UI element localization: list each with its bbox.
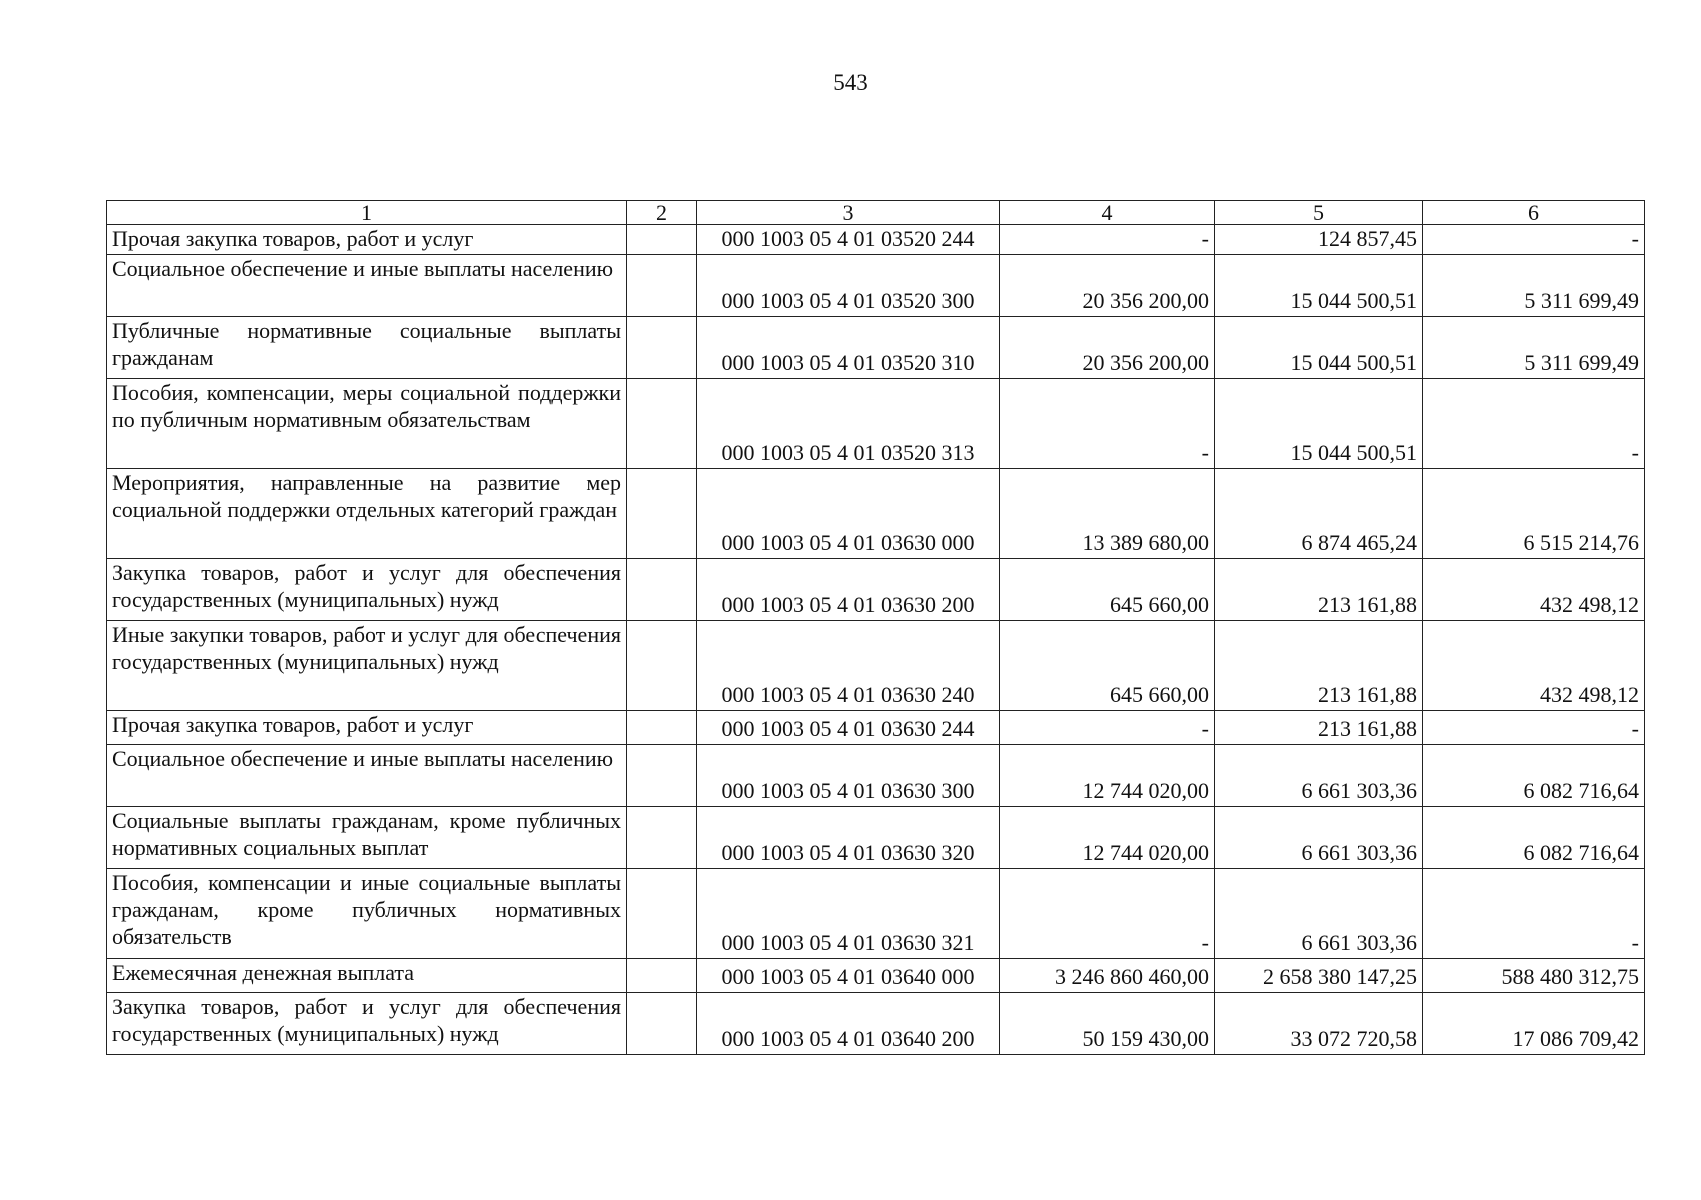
row-name: Социальные выплаты гражданам, кроме публичных нормативных социальных выплат bbox=[107, 807, 627, 869]
row-col2 bbox=[627, 711, 697, 745]
row-col2 bbox=[627, 255, 697, 317]
row-value-4: 12 744 020,00 bbox=[1000, 807, 1215, 869]
column-header: 2 bbox=[627, 201, 697, 225]
row-value-6: 6 515 214,76 bbox=[1423, 469, 1645, 559]
column-header: 1 bbox=[107, 201, 627, 225]
row-name: Социальное обеспечение и иные выплаты населению bbox=[107, 745, 627, 807]
column-header: 3 bbox=[697, 201, 1000, 225]
row-name: Публичные нормативные социальные выплаты гражданам bbox=[107, 317, 627, 379]
row-value-4: - bbox=[1000, 869, 1215, 959]
row-col2 bbox=[627, 807, 697, 869]
row-code: 000 1003 05 4 01 03630 000 bbox=[697, 469, 1000, 559]
row-code: 000 1003 05 4 01 03520 313 bbox=[697, 379, 1000, 469]
table-row bbox=[107, 959, 1645, 993]
table-row bbox=[107, 807, 1645, 869]
row-code: 000 1003 05 4 01 03640 000 bbox=[697, 959, 1000, 993]
table-row bbox=[107, 379, 1645, 469]
row-code: 000 1003 05 4 01 03630 321 bbox=[697, 869, 1000, 959]
row-name: Мероприятия, направленные на развитие мер социальной поддержки отдельных категорий граждан bbox=[107, 469, 627, 559]
row-value-4: - bbox=[1000, 379, 1215, 469]
row-value-6: 6 082 716,64 bbox=[1423, 745, 1645, 807]
row-value-4: 20 356 200,00 bbox=[1000, 255, 1215, 317]
row-value-5: 33 072 720,58 bbox=[1215, 993, 1423, 1055]
header-row bbox=[107, 201, 1645, 225]
row-name: Иные закупки товаров, работ и услуг для обеспечения государственных (муниципальных) нужд bbox=[107, 621, 627, 711]
row-value-6: 17 086 709,42 bbox=[1423, 993, 1645, 1055]
row-name: Закупка товаров, работ и услуг для обеспечения государственных (муниципальных) нужд bbox=[107, 993, 627, 1055]
row-value-6: 5 311 699,49 bbox=[1423, 255, 1645, 317]
page-number: 543 bbox=[833, 70, 868, 95]
row-col2 bbox=[627, 317, 697, 379]
table-row bbox=[107, 745, 1645, 807]
table-row bbox=[107, 255, 1645, 317]
table-row bbox=[107, 469, 1645, 559]
column-header: 6 bbox=[1423, 201, 1645, 225]
row-code: 000 1003 05 4 01 03520 244 bbox=[697, 225, 1000, 255]
row-value-5: 15 044 500,51 bbox=[1215, 379, 1423, 469]
row-value-4: 645 660,00 bbox=[1000, 559, 1215, 621]
row-value-5: 124 857,45 bbox=[1215, 225, 1423, 255]
row-col2 bbox=[627, 559, 697, 621]
table-row bbox=[107, 711, 1645, 745]
table-row bbox=[107, 869, 1645, 959]
row-col2 bbox=[627, 959, 697, 993]
row-value-5: 6 874 465,24 bbox=[1215, 469, 1423, 559]
row-name: Закупка товаров, работ и услуг для обеспечения государственных (муниципальных) нужд bbox=[107, 559, 627, 621]
row-name: Ежемесячная денежная выплата bbox=[107, 959, 627, 993]
row-value-5: 15 044 500,51 bbox=[1215, 317, 1423, 379]
row-code: 000 1003 05 4 01 03630 200 bbox=[697, 559, 1000, 621]
row-value-5: 6 661 303,36 bbox=[1215, 807, 1423, 869]
row-name: Пособия, компенсации, меры социальной поддержки по публичным нормативным обязательствам bbox=[107, 379, 627, 469]
row-value-4: 20 356 200,00 bbox=[1000, 317, 1215, 379]
row-code: 000 1003 05 4 01 03630 300 bbox=[697, 745, 1000, 807]
row-value-6: 6 082 716,64 bbox=[1423, 807, 1645, 869]
row-value-5: 15 044 500,51 bbox=[1215, 255, 1423, 317]
row-value-4: 50 159 430,00 bbox=[1000, 993, 1215, 1055]
row-value-6: 432 498,12 bbox=[1423, 559, 1645, 621]
row-value-4: 13 389 680,00 bbox=[1000, 469, 1215, 559]
row-value-5: 213 161,88 bbox=[1215, 711, 1423, 745]
row-value-5: 2 658 380 147,25 bbox=[1215, 959, 1423, 993]
row-value-6: 5 311 699,49 bbox=[1423, 317, 1645, 379]
row-code: 000 1003 05 4 01 03520 300 bbox=[697, 255, 1000, 317]
row-value-4: 645 660,00 bbox=[1000, 621, 1215, 711]
row-name: Прочая закупка товаров, работ и услуг bbox=[107, 711, 627, 745]
row-col2 bbox=[627, 469, 697, 559]
row-name: Пособия, компенсации и иные социальные выплаты гражданам, кроме публичных нормативных обязательств bbox=[107, 869, 627, 959]
row-value-5: 6 661 303,36 bbox=[1215, 745, 1423, 807]
row-value-4: - bbox=[1000, 225, 1215, 255]
row-col2 bbox=[627, 745, 697, 807]
row-col2 bbox=[627, 993, 697, 1055]
row-code: 000 1003 05 4 01 03630 320 bbox=[697, 807, 1000, 869]
row-value-6: - bbox=[1423, 379, 1645, 469]
row-value-6: 588 480 312,75 bbox=[1423, 959, 1645, 993]
row-col2 bbox=[627, 869, 697, 959]
row-value-6: - bbox=[1423, 225, 1645, 255]
row-value-4: 3 246 860 460,00 bbox=[1000, 959, 1215, 993]
budget-table bbox=[106, 200, 1645, 1055]
row-name: Социальное обеспечение и иные выплаты населению bbox=[107, 255, 627, 317]
row-col2 bbox=[627, 379, 697, 469]
row-value-5: 6 661 303,36 bbox=[1215, 869, 1423, 959]
column-header: 5 bbox=[1215, 201, 1423, 225]
row-value-6: 432 498,12 bbox=[1423, 621, 1645, 711]
row-code: 000 1003 05 4 01 03630 240 bbox=[697, 621, 1000, 711]
row-col2 bbox=[627, 225, 697, 255]
row-value-6: - bbox=[1423, 869, 1645, 959]
row-code: 000 1003 05 4 01 03630 244 bbox=[697, 711, 1000, 745]
row-col2 bbox=[627, 621, 697, 711]
table-row bbox=[107, 317, 1645, 379]
row-name: Прочая закупка товаров, работ и услуг bbox=[107, 225, 627, 255]
table-row bbox=[107, 225, 1645, 255]
row-value-6: - bbox=[1423, 711, 1645, 745]
table-row bbox=[107, 993, 1645, 1055]
row-value-4: - bbox=[1000, 711, 1215, 745]
row-code: 000 1003 05 4 01 03640 200 bbox=[697, 993, 1000, 1055]
row-value-5: 213 161,88 bbox=[1215, 621, 1423, 711]
table-row bbox=[107, 621, 1645, 711]
row-code: 000 1003 05 4 01 03520 310 bbox=[697, 317, 1000, 379]
column-header: 4 bbox=[1000, 201, 1215, 225]
row-value-5: 213 161,88 bbox=[1215, 559, 1423, 621]
row-value-4: 12 744 020,00 bbox=[1000, 745, 1215, 807]
table-row bbox=[107, 559, 1645, 621]
